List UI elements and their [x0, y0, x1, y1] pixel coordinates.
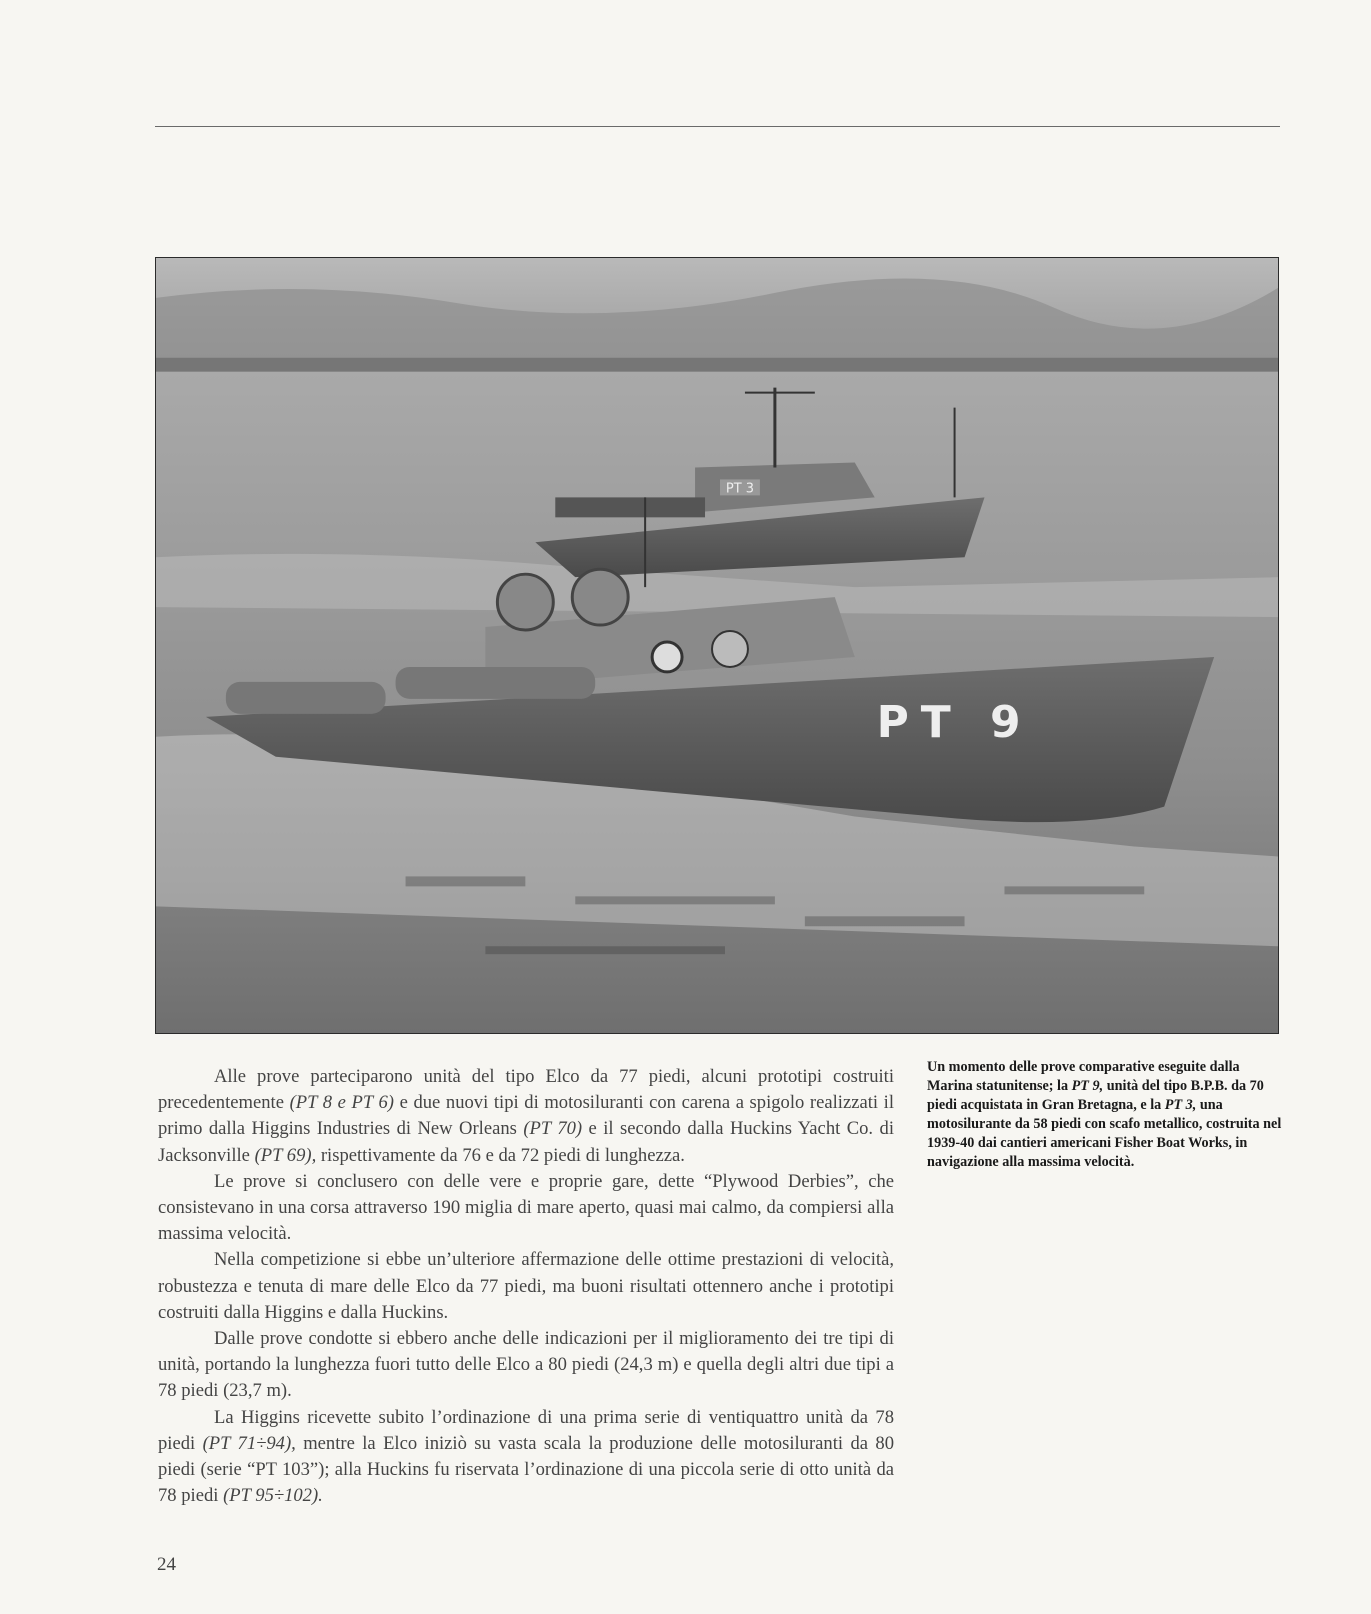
- text-run: Le prove si conclusero con delle vere e proprie gare, dette “Plywood Derbies”, che consistevano in una corsa attraverso 190 miglia di mare aperto, quasi mai calmo, da compiersi alla massima velocità.: [158, 1170, 894, 1245]
- body-paragraph: [158, 1405, 894, 1510]
- italic-reference: (PT 95÷102).: [223, 1485, 323, 1507]
- text-run: Alle prove parteciparono unità del tipo Elco da 77 piedi, alcuni prototipi costruiti precedentemente: [158, 1066, 894, 1114]
- body-paragraph: [158, 1326, 894, 1405]
- text-run: Dalle prove condotte si ebbero anche delle indicazioni per il miglioramento dei tre tipi di unità, portando la lunghezza fuori tutto delle Elco a 80 piedi (24,3 m) e quella degli altri due tipi a 78 piedi (23,7 m).: [158, 1328, 894, 1402]
- text-run: rispettivamente da 76 e da 72 piedi di lunghezza.: [316, 1144, 685, 1166]
- body-paragraph: [158, 1247, 894, 1326]
- text-run: mentre la Elco iniziò su vasta scala la produzione delle motosiluranti da 80 piedi (serie “PT 103”); alla Huckins fu riservata l’ordinazione di una piccola serie di otto unità da 78 piedi: [158, 1432, 894, 1507]
- page-number: 24: [157, 1554, 176, 1575]
- photo-illustration: [156, 258, 1278, 1033]
- text-run: unità del tipo B.P.B. da 70 piedi acquistata in Gran Bretagna, e la: [927, 1077, 1264, 1113]
- photo-pt-boats: [155, 257, 1279, 1034]
- italic-reference: PT 3,: [1164, 1096, 1197, 1113]
- italic-reference: (PT 70): [523, 1118, 583, 1140]
- italic-reference: (PT 71÷94),: [202, 1432, 296, 1454]
- body-text: [158, 1064, 894, 1509]
- italic-reference: (PT 8 e PT 6): [289, 1092, 394, 1114]
- near-boat-number: PT 9: [876, 696, 1033, 748]
- text-run: e due nuovi tipi di motosiluranti con carena a spigolo realizzati il primo dalla Higgins Industries di New Orleans: [158, 1092, 894, 1140]
- text-run: Nella competizione si ebbe un’ulteriore affermazione delle ottime prestazioni di velocità, robustezza e tenuta di mare delle Elco da 77 piedi, ma buoni risultati ottennero anche i prototipi costruiti dalla Higgins e dalla Huckins.: [158, 1249, 894, 1323]
- header-rule: [155, 126, 1280, 127]
- italic-reference: PT 9,: [1071, 1077, 1104, 1094]
- far-boat-number: PT 3: [725, 481, 755, 497]
- body-paragraph: [158, 1064, 894, 1169]
- text-run: una motosilurante da 58 piedi con scafo metallico, costruita nel 1939-40 dai cantieri americani Fisher Boat Works, in navigazione alla massima velocità.: [927, 1096, 1282, 1170]
- text-run: La Higgins ricevette subito l’ordinazione di una prima serie di ventiquattro unità da 78 piedi: [158, 1406, 894, 1454]
- photo-caption: [927, 1058, 1282, 1171]
- body-paragraph: [158, 1169, 894, 1248]
- text-run: Un momento delle prove comparative eseguite dalla Marina statunitense; la: [927, 1059, 1240, 1094]
- text-run: e il secondo dalla Huckins Yacht Co. di Jacksonville: [158, 1118, 894, 1166]
- italic-reference: (PT 69),: [254, 1144, 317, 1166]
